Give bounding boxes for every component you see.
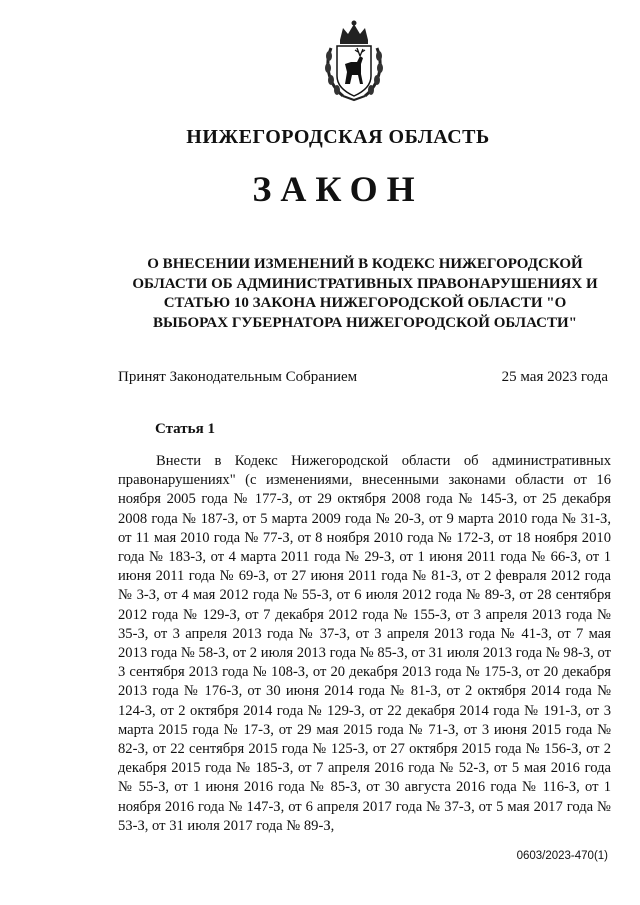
law-subject-line: О ВНЕСЕНИИ ИЗМЕНЕНИЙ В КОДЕКС НИЖЕГОРОДСКОЙ	[147, 256, 583, 272]
adopted-by: Принят Законодательным Собранием	[118, 369, 358, 385]
law-subject-line: СТАТЬЮ 10 ЗАКОНА НИЖЕГОРОДСКОЙ ОБЛАСТИ "О	[163, 295, 567, 311]
coat-of-arms-icon	[323, 18, 385, 102]
law-subject-title	[125, 255, 605, 333]
law-subject-line: ВЫБОРАХ ГУБЕРНАТОРА НИЖЕГОРОДСКОЙ ОБЛАСТИ"	[152, 314, 578, 331]
region-title: НИЖЕГОРОДСКАЯ ОБЛАСТЬ	[186, 126, 490, 148]
article-body-text: Внести в Кодекс Нижегородской области об административных правонарушениях" (с изменениями, внесенными законами области от 16 ноября 2005 года № 177-З, от 29 октября 2008 года № 145-З, от 25 декабря 2008 года № 187-З, от 5 марта 2009 года № 20-З, от 9 марта 2010 года № 31-З, от 11 мая 2010 года № 77-З, от 8 ноября 2010 года № 172-З, от 18 ноября 2010 года № 183-З, от 4 марта 2011 года № 29-З, от 1 июня 2011 года № 66-З, от 1 июня 2011 года № 69-З, от 27 июня 2011 года № 81-З, от 2 февраля 2012 года № 3-З, от 4 мая 2012 года № 55-З, от 6 июля 2012 года № 89-З, от 28 сентября 2012 года № 129-З, от 7 декабря 2012 года № 155-З, от 3 апреля 2013 года № 35-З, от 3 апреля 2013 года № 37-З, от 3 апреля 2013 года № 41-З, от 7 мая 2013 года № 58-З, от 2 июля 2013 года № 85-З, от 31 июля 2013 года № 98-З, от 3 сентября 2013 года № 108-З, от 20 декабря 2013 года № 175-З, от 20 декабря 2013 года № 176-З, от 30 июня 2014 года № 81-З, от 2 октября 2014 года № 124-З, от 2 октября 2014 года № 129-З, от 22 декабря 2014 года № 191-З, от 3 марта 2015 года № 17-З, от 29 мая 2015 года № 71-З, от 3 июня 2015 года № 82-З, от 22 сентября 2015 года № 125-З, от 27 октября 2015 года № 156-З, от 2 декабря 2015 года № 185-З, от 7 апреля 2016 года № 52-З, от 5 мая 2016 года № 55-З, от 1 июня 2016 года № 85-З, от 30 августа 2016 года № 116-З, от 1 ноября 2016 года № 147-З, от 6 апреля 2017 года № 37-З, от 5 мая 2017 года № 53-З, от 31 июля 2017 года № 89-З,	[118, 453, 611, 834]
adoption-date: 25 мая 2023 года	[501, 369, 608, 385]
article-heading: Статья 1	[155, 421, 215, 437]
document-type-title: ЗАКОН	[252, 169, 424, 209]
document-code: 0603/2023-470(1)	[516, 850, 608, 862]
law-subject-line: ОБЛАСТИ ОБ АДМИНИСТРАТИВНЫХ ПРАВОНАРУШЕНИЯХ И	[132, 275, 598, 292]
